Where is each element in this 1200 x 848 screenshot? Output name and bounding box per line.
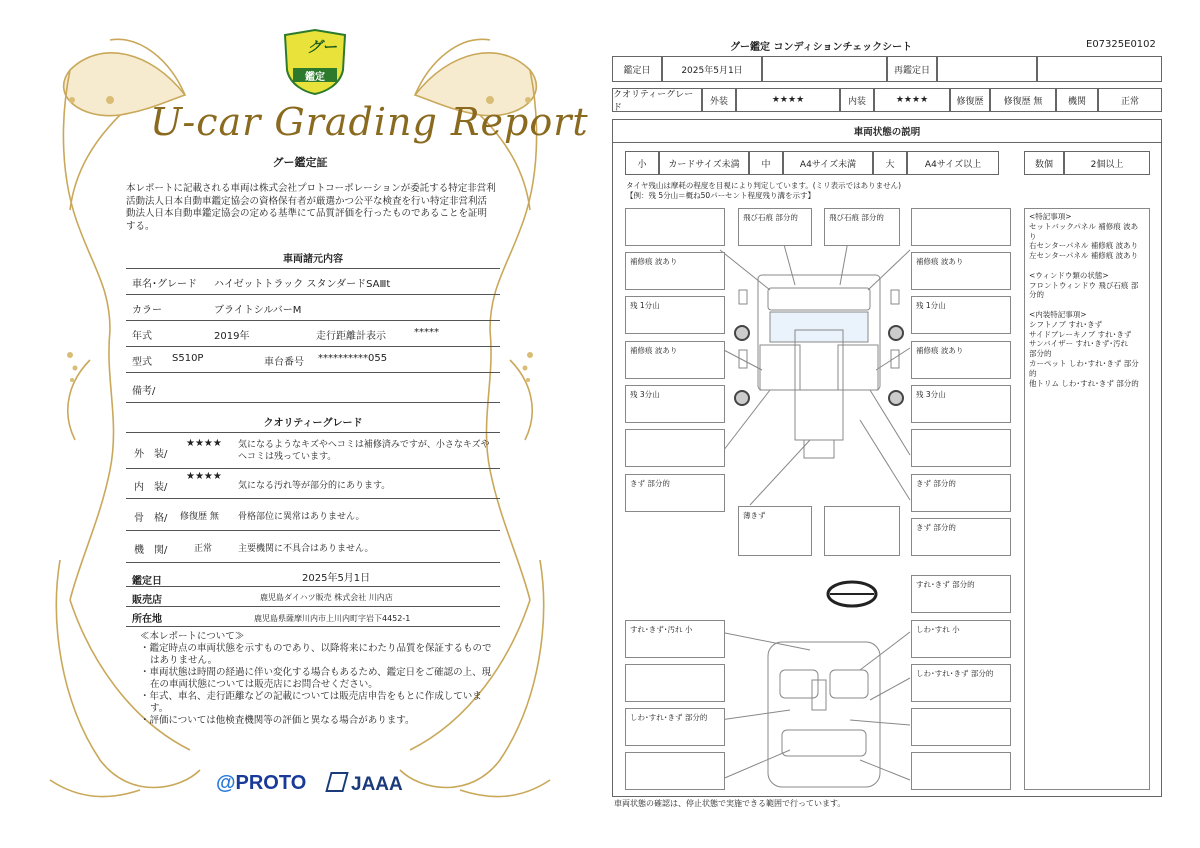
label: 車台番号 (264, 357, 304, 368)
proto-logo-text: PROTO (235, 772, 307, 794)
condition-box: 補修痕 波あり (911, 341, 1011, 379)
label: カラー (132, 305, 162, 316)
condition-box: 飛び石痕 部分的 (824, 208, 900, 246)
repair-value: 修復歴 無 (990, 88, 1056, 112)
condition-box: 薄きず (738, 506, 812, 556)
note-line (1029, 300, 1145, 310)
condition-box: 補修痕 波あり (625, 341, 725, 379)
empty-cell (1037, 56, 1162, 82)
quality-heading: クオリティーグレード (263, 418, 363, 429)
script-title: U-car Grading Report (150, 100, 589, 144)
note-item: ・鑑定時点の車両状態を示すものであり、以降将来にわたり品質を保証するものではありません。 (140, 643, 492, 666)
spec-row-year (126, 322, 500, 347)
spec-row-name (126, 270, 500, 295)
label: 所在地 (132, 614, 162, 625)
spec-row-color (126, 296, 500, 321)
condition-box: しわ･すれ･きず 部分的 (911, 664, 1011, 702)
badge-top-text: グー (306, 38, 337, 56)
tire-note-2: 【例：残 5分山＝概ね50パーセント程度残り溝を示す】 (626, 191, 816, 200)
condition-box: 飛び石痕 部分的 (738, 208, 812, 246)
value: ハイゼットトラック スタンダードSAⅢt (214, 279, 391, 290)
text: 気になる汚れ等が部分的にあります。 (238, 481, 391, 491)
empty-cell (762, 56, 887, 82)
spec-row-model (126, 348, 500, 373)
tire-note-1: タイヤ残山は摩耗の程度を目視により判定しています。(ミリ表示ではありません) (626, 181, 902, 190)
condition-box: 補修痕 波あり (911, 252, 1011, 290)
ext-stars: ★★★★ (736, 88, 840, 112)
stars: ★★★★ (186, 471, 222, 482)
size-s: 小 (625, 151, 659, 175)
footer-note: 車両状態の確認は、停止状態で実施できる範囲で行っています。 (614, 799, 846, 808)
value: 鹿児島県薩摩川内市上川内町字岩下4452-1 (254, 614, 411, 623)
condition-box: きず 部分的 (911, 518, 1011, 556)
note-line: シフトノブ すれ･きず (1029, 319, 1103, 329)
note-item: ・車両状態は時間の経過に伴い変化する場合もあるため、鑑定日をご確認の上、現在の車両状態については販売店にお問合せください。 (140, 667, 492, 690)
report-notes (140, 631, 500, 727)
label: 販売店 (132, 595, 162, 606)
condition-box: すれ･きず 部分的 (911, 575, 1011, 613)
value: 鹿児島ダイハツ販売 株式会社 川内店 (260, 593, 393, 602)
condition-box (911, 429, 1011, 467)
label: 鑑定日 (132, 576, 162, 587)
redate-label: 再鑑定日 (887, 56, 937, 82)
repair-label: 修復歴 (950, 88, 990, 112)
date-value: 2025年5月1日 (662, 56, 762, 82)
label: 外 装/ (134, 449, 168, 460)
condition-check-sheet (600, 0, 1200, 848)
note-line: セットバックパネル 補修痕 波あり (1029, 221, 1139, 241)
note-line: カーペット しわ･すれ･きず 部分的 (1029, 358, 1139, 378)
cert-text: 本レポートに記載される車両は株式会社プロトコーポレーションが委託する特定非営利活動法人日本自動車鑑定協会の資格保有者が厳選かつ公平な検査を行い特定非営利活動法人日本自動車鑑定協会の定める基準にて品質評価を行ったものであることを証明する。 (126, 183, 496, 232)
value: ***** (414, 327, 439, 338)
quality-row-frame (126, 500, 500, 531)
cert-title: グー鑑定証 (272, 156, 328, 169)
dealer-row (126, 588, 500, 607)
date-row (126, 566, 500, 587)
notes-title: ≪本レポートについて≫ (140, 631, 245, 642)
label: 型式 (132, 357, 152, 368)
condition-box (625, 664, 725, 702)
condition-box: すれ･きず･汚れ 小 (625, 620, 725, 658)
condition-box (625, 208, 725, 246)
spec-heading: 車両諸元内容 (283, 254, 343, 265)
note-line: <特記事項> (1029, 212, 1072, 221)
label: 骨 格/ (134, 513, 168, 524)
text: 骨格部位に異常はありません。 (238, 512, 365, 522)
label: 年式 (132, 331, 152, 342)
divider (126, 268, 500, 269)
note-line: 右センターパネル 補修痕 波あり (1029, 241, 1139, 251)
quality-row-interior (126, 470, 500, 499)
condition-box: きず 部分的 (625, 474, 725, 512)
note-line: サイドブレーキノブ すれ･きず (1029, 329, 1132, 339)
count-desc: 2個以上 (1064, 151, 1150, 175)
address-row (126, 608, 500, 627)
condition-box: しわ･すれ 小 (911, 620, 1011, 658)
int-stars: ★★★★ (874, 88, 950, 112)
qg-label: クオリティーグレード (612, 88, 702, 112)
note-item: ・評価については他検査機関等の評価と異なる場合があります。 (140, 715, 415, 726)
condition-box: 残 3分山 (625, 385, 725, 423)
condition-box (625, 429, 725, 467)
note-line: 左センターパネル 補修痕 波あり (1029, 251, 1139, 261)
ext-label: 外装 (702, 88, 736, 112)
value: **********055 (318, 353, 388, 364)
text: 気になるようなキズやヘコミは補修済みですが、小さなキズやヘコミは残っています。 (238, 440, 490, 462)
size-l-desc: A4サイズ以上 (907, 151, 999, 175)
text: 主要機関に不具合はありません。 (238, 544, 374, 554)
size-m-desc: A4サイズ未満 (783, 151, 873, 175)
engine-value: 正常 (1098, 88, 1162, 112)
condition-heading: 車両状態の説明 (612, 119, 1162, 143)
condition-box: 補修痕 波あり (625, 252, 725, 290)
sheet-id: E07325E0102 (1086, 39, 1156, 50)
int-label: 内装 (840, 88, 874, 112)
condition-box: きず 部分的 (911, 474, 1011, 512)
value: 修復歴 無 (180, 512, 219, 522)
condition-box (911, 752, 1011, 790)
spec-row-remarks (126, 374, 500, 403)
proto-logo: @PROTO (216, 772, 307, 794)
value: S510P (172, 353, 204, 364)
note-line: フロントウィンドウ 飛び石痕 部分的 (1029, 280, 1139, 300)
condition-box (625, 752, 725, 790)
condition-box: 残 3分山 (911, 385, 1011, 423)
special-notes-panel (1024, 208, 1150, 790)
count-label: 数個 (1024, 151, 1064, 175)
condition-box (824, 506, 900, 556)
value: 正常 (194, 544, 213, 554)
label: 車名･グレード (132, 279, 197, 290)
condition-box: しわ･すれ･きず 部分的 (625, 708, 725, 746)
quality-row-engine (126, 532, 500, 563)
condition-box: 残 1分山 (911, 296, 1011, 334)
value: 2025年5月1日 (302, 573, 371, 584)
label: 走行距離計表示 (316, 331, 386, 342)
condition-box (911, 708, 1011, 746)
note-line: サンバイザー すれ･きず･汚れ (1029, 339, 1128, 349)
note-line (1029, 261, 1145, 271)
badge-bottom-text: 鑑定 (305, 72, 325, 83)
stars: ★★★★ (186, 438, 222, 449)
value: 2019年 (214, 331, 250, 342)
jaaa-logo (328, 772, 403, 796)
label: 内 装/ (134, 482, 168, 493)
size-s-desc: カードサイズ未満 (659, 151, 749, 175)
divider (126, 432, 500, 433)
date-label: 鑑定日 (612, 56, 662, 82)
sheet-title: グー鑑定 コンディションチェックシート (730, 42, 913, 53)
condition-box: 残 1分山 (625, 296, 725, 334)
note-line: <内装特記事項> (1029, 309, 1087, 319)
size-m: 中 (749, 151, 783, 175)
note-item: ・年式、車名、走行距離などの記載については販売店申告をもとに作成しています。 (140, 691, 482, 714)
label: 機 関/ (134, 545, 168, 556)
condition-box (911, 208, 1011, 246)
engine-label: 機関 (1056, 88, 1098, 112)
note-line: 部分的 (1029, 349, 1052, 359)
label: 備考/ (132, 386, 156, 397)
note-line: <ウィンドウ類の状態> (1029, 270, 1109, 280)
note-line: 他トリム しわ･すれ･きず 部分的 (1029, 378, 1139, 388)
jaaa-logo-text: JAAA (351, 774, 403, 795)
value: ブライトシルバーM (214, 305, 302, 316)
redate-value (937, 56, 1037, 82)
quality-row-exterior (126, 434, 500, 469)
size-l: 大 (873, 151, 907, 175)
